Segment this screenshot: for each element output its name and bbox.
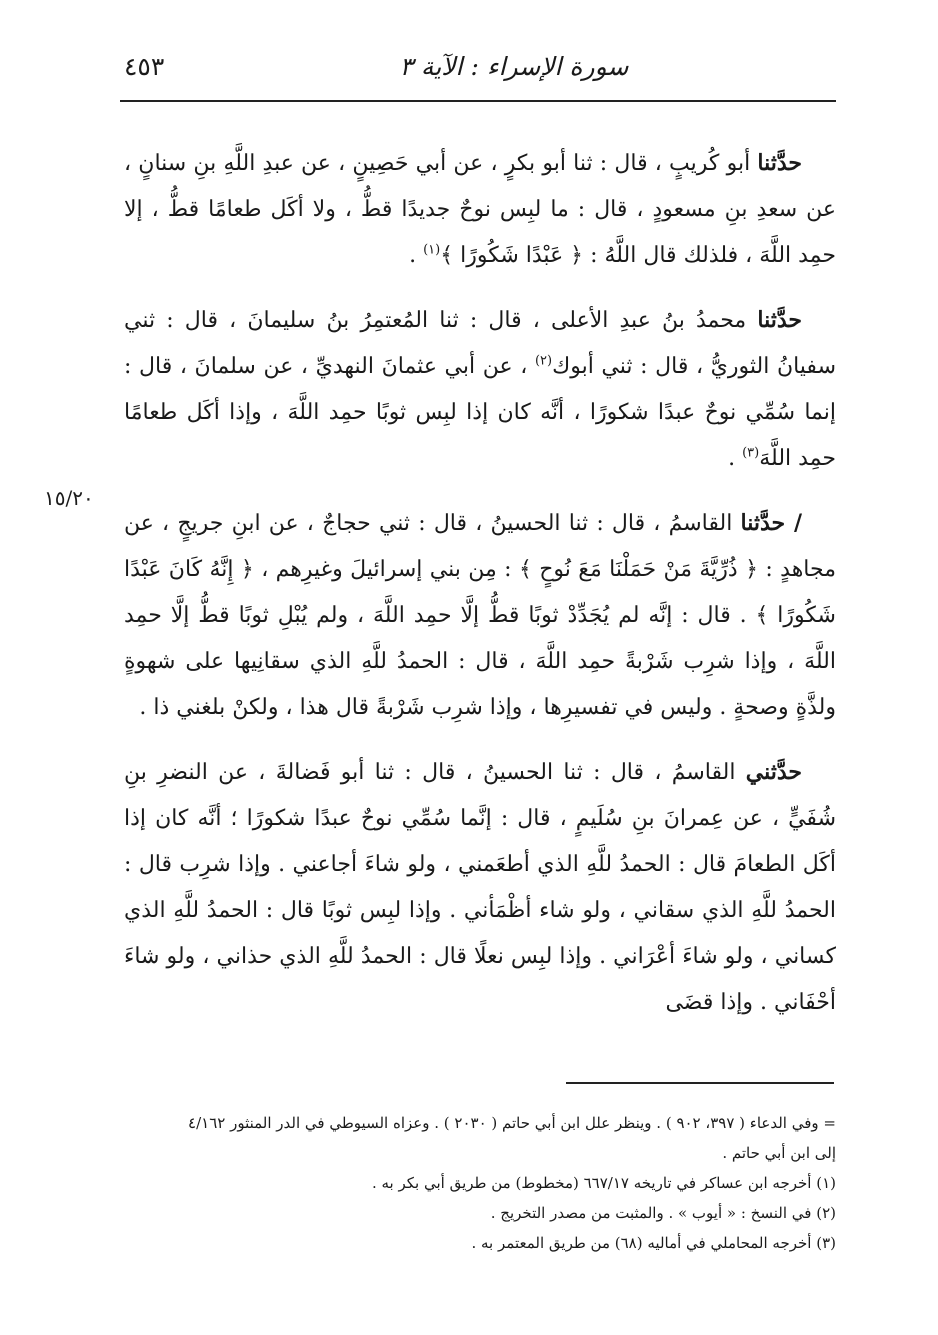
- paragraph-tail: .: [728, 446, 736, 471]
- footnote-line: إلى ابن أبي حاتم .: [722, 1144, 836, 1162]
- footnote-mark: (٢): [534, 353, 553, 369]
- paragraph-tail: .: [409, 243, 417, 268]
- paragraph-text: ، عن أبي عثمانَ النهديِّ ، عن سلمانَ ، قال : إنما سُمِّي نوحٌ عبدًا شكورًا ، أنَّه كان إذا لبِس ثوبًا حمِد اللَّهَ ، وإذا أكَل طعامًا حمِد اللَّهَ: [124, 354, 836, 471]
- hadith-lead: حدَّثنا: [757, 150, 802, 176]
- margin-reference: ١٥/٢٠: [44, 486, 94, 510]
- page-number: ٤٥٣: [124, 52, 165, 81]
- footnote-line: = وفي الدعاء ( ٣٩٧، ٩٠٢ ) . وينظر علل ابن أبي حاتم ( ٢٠٣٠ ) . وعزاه السيوطي في الدر المنثور ٤/١٦٢: [188, 1114, 836, 1132]
- running-title: سورة الإسراء : الآية ٣: [399, 52, 629, 81]
- footnote-rule: [566, 1082, 834, 1084]
- quran-quote: ﴿ إِنَّهُ كَانَ عَبْدًا شَكُورًا ﴾: [124, 557, 836, 628]
- footnote-mark: (٣): [742, 445, 760, 461]
- paragraph-text: أبو كُريبٍ ، قال : ثنا أبو بكرٍ ، عن أبي حَصِينٍ ، عن عبدِ اللَّهِ بنِ سنانٍ ، عن سعدِ بنِ مسعودٍ ، قال : ما لبِس نوحٌ جديدًا قطُّ ، ولا أكَل طعامًا قطُّ ، إلا حمِد اللَّهَ ، فلذلك قال اللَّهُ :: [124, 151, 836, 268]
- paragraph-text: القاسمُ ، قال : ثنا الحسينُ ، قال : ثني حجاجٌ ، عن ابنِ جريجٍ ، عن مجاهدٍ :: [124, 511, 836, 582]
- page-header: [124, 44, 836, 94]
- quran-quote: ﴿ عَبْدًا شَكُورًا ﴾: [440, 243, 584, 268]
- paragraph-2: [124, 297, 836, 482]
- quran-quote: ﴿ ذُرِّيَّةَ مَنْ حَمَلْنَا مَعَ نُوحٍ ﴾: [518, 557, 758, 582]
- header-rule: [120, 100, 836, 102]
- main-text: [124, 140, 836, 1044]
- paragraph-tail: . قال : إنَّه لم يُجَدِّدْ ثوبًا قطُّ إلَّا حمِد اللَّهَ ، ولم يُبْلِ ثوبًا قطُّ إلَّا حمِد اللَّهَ ، وإذا شرِب شَرْبةً حمِد اللَّهَ ، قال : الحمدُ للَّهِ الذي سقانِيها على شهوةٍ ولذَّةٍ وصحةٍ . وليس في تفسيرِها ، وإذا شرِب شَرْبةً قال هذا ، ولكنْ بلغني ذا .: [124, 603, 836, 720]
- footnotes: [124, 1108, 836, 1258]
- paragraph-4: [124, 749, 836, 1026]
- footnote-line: (٣) أخرجه المحاملي في أماليه (٦٨) من طريق المعتمر به .: [471, 1234, 836, 1252]
- paragraph-1: [124, 140, 836, 279]
- footnote-line: (١) أخرجه ابن عساكر في تاريخه ٦٦٧/١٧ (مخطوط) من طريق أبي بكر به .: [371, 1174, 836, 1192]
- paragraph-text: القاسمُ ، قال : ثنا الحسينُ ، قال : ثنا أبو فَضالةَ ، عن النضرِ بنِ شُفَيٍّ ، عن عِمرانَ بنِ سُلَيمٍ ، قال : إنَّما سُمِّي نوحٌ عبدًا شكورًا ؛ أنَّه كان إذا أكَل الطعامَ قال : الحمدُ للَّهِ الذي أطعَمني ، ولو شاءَ أجاعني . وإذا شرِب قال : الحمدُ للَّهِ الذي سقاني ، ولو شاء أظْمَأني . وإذا لبِس ثوبًا قال : الحمدُ للَّهِ الذي كساني ، ولو شاءَ أعْرَاني . وإذا لبِس نعلًا قال : الحمدُ للَّهِ الذي حذاني ، ولو شاءَ أحْفَاني . وإذا قضَى: [124, 760, 836, 1015]
- hadith-lead: / حدَّثنا: [740, 510, 802, 536]
- footnote-line: (٢) في النسخ : « أيوب » . والمثبت من مصدر التخريج .: [490, 1204, 836, 1222]
- footnote-mark: (١): [423, 242, 441, 258]
- hadith-lead: حدَّثني: [745, 759, 802, 785]
- paragraph-3: [124, 500, 836, 731]
- paragraph-text: : مِن بني إسرائيلَ وغيرِهم ،: [261, 557, 512, 582]
- hadith-lead: حدَّثنا: [757, 307, 802, 333]
- paragraph-text: محمدُ بنُ عبدِ الأعلى ، قال : ثنا المُعتمِرُ بنُ سليمانَ ، قال : ثني سفيانُ الثوريُّ ، قال : ثني أبوك: [124, 308, 836, 379]
